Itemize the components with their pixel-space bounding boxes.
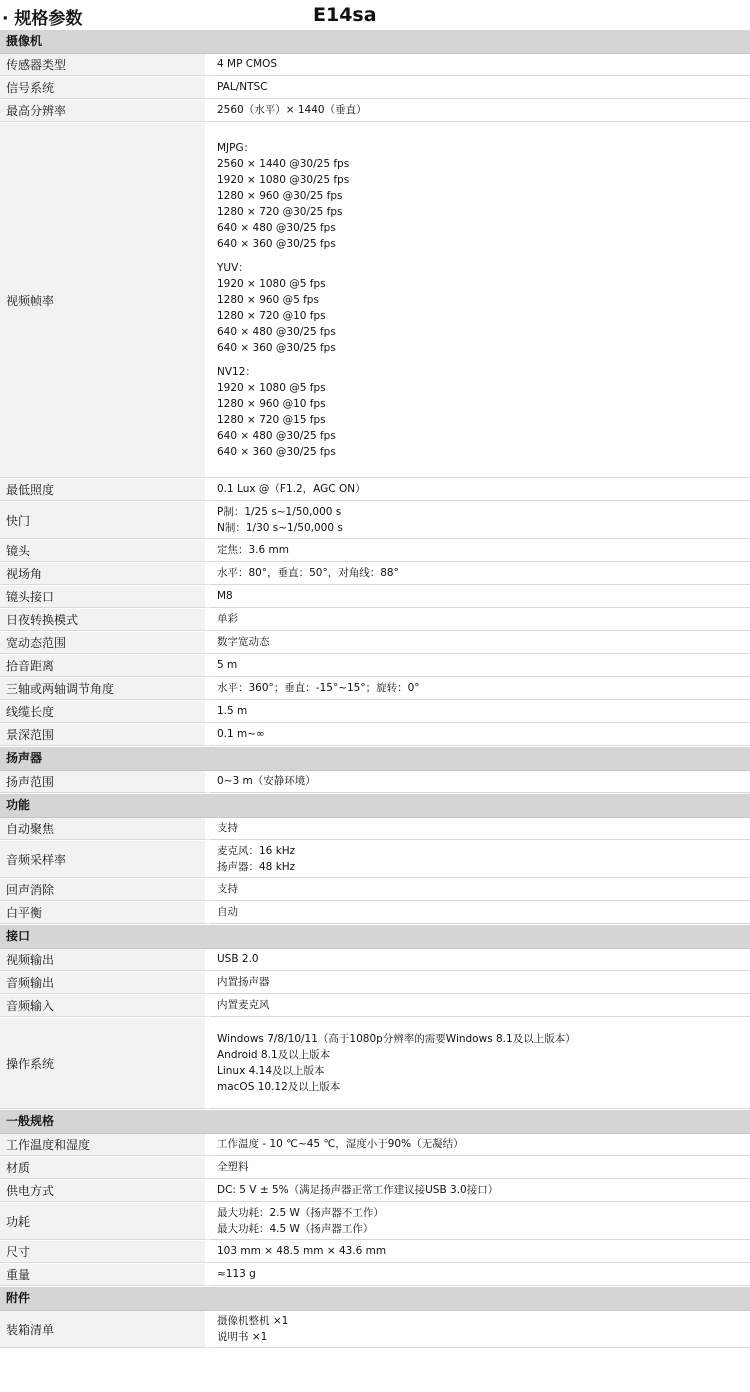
spec-label: 视频输出	[0, 949, 209, 971]
spec-value	[209, 123, 750, 478]
spec-value	[209, 632, 750, 654]
spec-value-line: 5 m	[217, 658, 238, 671]
spec-value-line: N制：1/30 s~1/50,000 s	[217, 522, 343, 534]
spec-row	[0, 879, 750, 902]
spec-value-line: 最大功耗：4.5 W（扬声器工作）	[217, 1223, 374, 1235]
spec-value-line: 麦克风：16 kHz	[217, 845, 296, 857]
page-title: · 规格参数	[2, 9, 83, 29]
spec-value-line	[217, 252, 750, 260]
spec-value	[209, 54, 750, 76]
spec-value-line: 自动	[217, 905, 238, 918]
spec-value-line: 1.5 m	[217, 704, 248, 717]
spec-value	[209, 1264, 750, 1286]
spec-value-line: YUV：	[217, 262, 249, 274]
spec-value-line: 2560 × 1440 @30/25 fps	[217, 158, 350, 170]
spec-row	[0, 678, 750, 701]
spec-value-line: 支持	[217, 882, 238, 895]
spec-value	[209, 818, 750, 840]
spec-value-line: 1920 × 1080 @5 fps	[217, 278, 326, 290]
spec-row	[0, 818, 750, 841]
spec-value	[209, 100, 750, 122]
spec-value	[209, 655, 750, 677]
spec-label: 视场角	[0, 563, 209, 585]
spec-label: 信号系统	[0, 77, 209, 99]
spec-value-line: M8	[217, 589, 233, 602]
spec-value	[209, 949, 750, 971]
section-header: 扬声器	[0, 747, 750, 771]
spec-value	[209, 479, 750, 501]
spec-row	[0, 563, 750, 586]
spec-value	[209, 995, 750, 1017]
spec-value-line: Linux 4.14及以上版本	[217, 1065, 325, 1077]
spec-label: 音频输入	[0, 995, 209, 1017]
spec-row	[0, 771, 750, 794]
spec-label: 功耗	[0, 1203, 209, 1240]
spec-label: 回声消除	[0, 879, 209, 901]
spec-value-line: Windows 7/8/10/11（高于1080p分辨率的需要Windows 8.1及以上版本）	[217, 1033, 576, 1045]
spec-value-line: MJPG：	[217, 142, 255, 154]
spec-value-line: 单彩	[217, 612, 238, 625]
spec-value-line: 水平：80°，垂直：50°，对角线：88°	[217, 566, 399, 579]
spec-value	[209, 77, 750, 99]
spec-value-line: 说明书 ×1	[217, 1331, 268, 1343]
spec-label: 白平衡	[0, 902, 209, 924]
spec-value-line: USB 2.0	[217, 952, 259, 965]
spec-label: 镜头	[0, 540, 209, 562]
spec-value-line: 4 MP CMOS	[217, 57, 278, 70]
spec-label: 工作温度和湿度	[0, 1134, 209, 1156]
spec-row	[0, 77, 750, 100]
spec-row	[0, 1241, 750, 1264]
spec-header	[0, 0, 750, 30]
spec-label: 音频采样率	[0, 841, 209, 878]
spec-value-line: 640 × 480 @30/25 fps	[217, 222, 336, 234]
spec-label: 拾音距离	[0, 655, 209, 677]
spec-row	[0, 502, 750, 540]
spec-label: 装箱清单	[0, 1311, 209, 1348]
spec-value-line: 0.1 m~∞	[217, 727, 265, 740]
spec-row	[0, 479, 750, 502]
spec-value	[209, 563, 750, 585]
spec-value-line: 1920 × 1080 @30/25 fps	[217, 174, 350, 186]
spec-value	[209, 586, 750, 608]
spec-label: 音频输出	[0, 972, 209, 994]
spec-value-line: 640 × 480 @30/25 fps	[217, 430, 336, 442]
spec-label: 自动聚焦	[0, 818, 209, 840]
spec-value-line: 1280 × 960 @10 fps	[217, 398, 326, 410]
spec-value-line: 1280 × 720 @30/25 fps	[217, 206, 343, 218]
spec-value-line: 1280 × 960 @30/25 fps	[217, 190, 343, 202]
spec-value	[209, 1157, 750, 1179]
spec-label: 扬声范围	[0, 771, 209, 793]
spec-value-line: 最大功耗：2.5 W（扬声器不工作）	[217, 1207, 384, 1219]
section-header: 一般规格	[0, 1110, 750, 1134]
spec-row	[0, 100, 750, 123]
spec-value	[209, 879, 750, 901]
spec-value	[209, 841, 750, 878]
spec-label: 日夜转换模式	[0, 609, 209, 631]
spec-value	[209, 1241, 750, 1263]
spec-label: 景深范围	[0, 724, 209, 746]
spec-value-line: 支持	[217, 821, 238, 834]
spec-value-line	[217, 356, 750, 364]
spec-table	[0, 30, 750, 1349]
spec-row	[0, 995, 750, 1018]
section-header: 摄像机	[0, 30, 750, 54]
spec-value-line: Android 8.1及以上版本	[217, 1049, 331, 1061]
spec-row	[0, 540, 750, 563]
spec-value	[209, 1134, 750, 1156]
spec-row	[0, 1134, 750, 1157]
spec-value-line: 640 × 360 @30/25 fps	[217, 238, 336, 250]
spec-value	[209, 972, 750, 994]
spec-value-line: 数字宽动态	[217, 635, 270, 648]
spec-value-line: 0~3 m（安静环境）	[217, 774, 316, 787]
spec-row	[0, 1264, 750, 1287]
spec-value-line: P制：1/25 s~1/50,000 s	[217, 506, 342, 518]
spec-row	[0, 701, 750, 724]
spec-value-line: 水平：360°；垂直：-15°~15°；旋转：0°	[217, 681, 420, 694]
spec-value	[209, 540, 750, 562]
spec-row	[0, 1018, 750, 1110]
spec-value	[209, 724, 750, 746]
spec-value-line: 1280 × 960 @5 fps	[217, 294, 319, 306]
spec-value	[209, 771, 750, 793]
spec-row	[0, 949, 750, 972]
spec-label: 材质	[0, 1157, 209, 1179]
spec-label: 视频帧率	[0, 123, 209, 478]
spec-value	[209, 609, 750, 631]
spec-value-line: PAL/NTSC	[217, 80, 268, 93]
spec-row	[0, 1157, 750, 1180]
spec-value	[209, 902, 750, 924]
spec-row	[0, 1311, 750, 1349]
spec-label: 快门	[0, 502, 209, 539]
spec-value-line: 定焦：3.6 mm	[217, 543, 289, 556]
spec-value	[209, 1203, 750, 1240]
spec-value-line: 0.1 Lux @（F1.2，AGC ON）	[217, 482, 366, 495]
spec-value	[209, 1180, 750, 1202]
spec-value-line: 1280 × 720 @10 fps	[217, 310, 326, 322]
spec-value-line: 全塑料	[217, 1160, 249, 1173]
spec-value-line: 工作温度 - 10 ℃~45 ℃，湿度小于90%（无凝结）	[217, 1137, 464, 1150]
spec-row	[0, 609, 750, 632]
spec-label: 线缆长度	[0, 701, 209, 723]
spec-row	[0, 655, 750, 678]
spec-label: 尺寸	[0, 1241, 209, 1263]
spec-value	[209, 678, 750, 700]
spec-value-line: 1920 × 1080 @5 fps	[217, 382, 326, 394]
spec-value-line: 640 × 360 @30/25 fps	[217, 446, 336, 458]
spec-label: 操作系统	[0, 1018, 209, 1109]
spec-value	[209, 701, 750, 723]
spec-row	[0, 972, 750, 995]
spec-value-line: NV12：	[217, 366, 256, 378]
spec-value-line: 640 × 360 @30/25 fps	[217, 342, 336, 354]
section-header: 附件	[0, 1287, 750, 1311]
spec-label: 镜头接口	[0, 586, 209, 608]
model-name: E14sa	[313, 4, 377, 26]
spec-row	[0, 586, 750, 609]
spec-value	[209, 1018, 750, 1109]
spec-value-line: 内置扬声器	[217, 975, 270, 988]
spec-row	[0, 841, 750, 879]
section-header: 功能	[0, 794, 750, 818]
spec-row	[0, 632, 750, 655]
spec-value	[209, 502, 750, 539]
section-header: 接口	[0, 925, 750, 949]
spec-value-line: 640 × 480 @30/25 fps	[217, 326, 336, 338]
spec-label: 三轴或两轴调节角度	[0, 678, 209, 700]
spec-value-line: 2560（水平）× 1440（垂直）	[217, 103, 367, 116]
spec-row	[0, 1203, 750, 1241]
spec-value-line: 内置麦克风	[217, 998, 270, 1011]
spec-value-line: 扬声器：48 kHz	[217, 861, 296, 873]
spec-row	[0, 902, 750, 925]
spec-value-line: macOS 10.12及以上版本	[217, 1081, 341, 1093]
spec-value-line: 103 mm × 48.5 mm × 43.6 mm	[217, 1244, 387, 1257]
spec-label: 最高分辨率	[0, 100, 209, 122]
spec-row	[0, 724, 750, 747]
spec-value-line: DC: 5 V ± 5%（满足扬声器正常工作建议接USB 3.0接口）	[217, 1183, 499, 1196]
spec-label: 传感器类型	[0, 54, 209, 76]
spec-label: 宽动态范围	[0, 632, 209, 654]
spec-value-line: 1280 × 720 @15 fps	[217, 414, 326, 426]
spec-label: 最低照度	[0, 479, 209, 501]
spec-row	[0, 1180, 750, 1203]
spec-value-line: ≈113 g	[217, 1267, 256, 1280]
spec-label: 供电方式	[0, 1180, 209, 1202]
spec-row	[0, 123, 750, 479]
spec-value	[209, 1311, 750, 1348]
spec-label: 重量	[0, 1264, 209, 1286]
spec-row	[0, 54, 750, 77]
spec-value-line: 摄像机整机 ×1	[217, 1315, 289, 1327]
